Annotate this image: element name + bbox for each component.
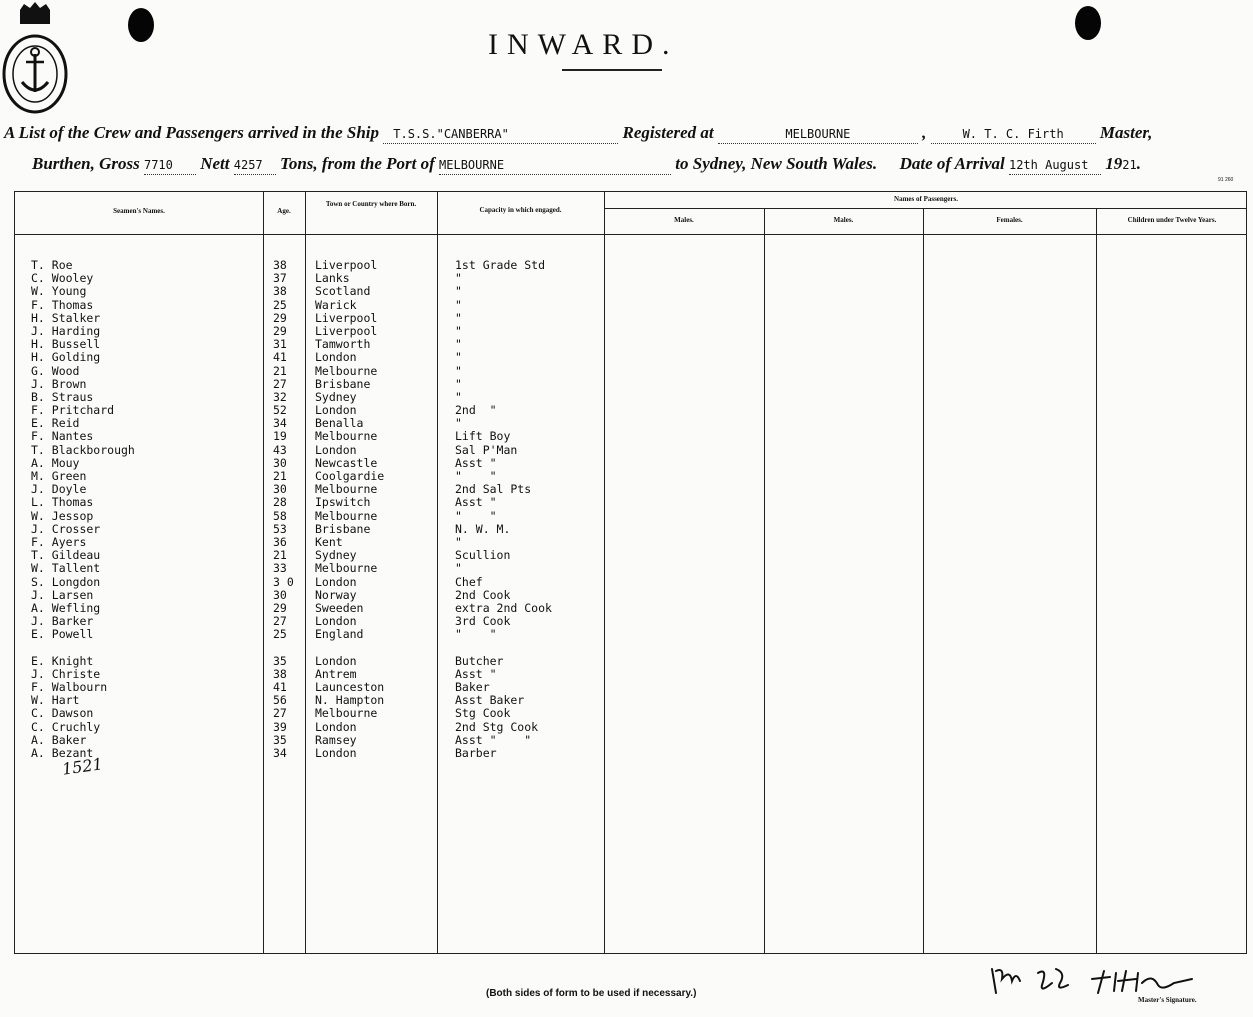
crew-name: W. Jessop: [31, 508, 94, 523]
crew-birthplace: London: [315, 745, 357, 760]
crew-capacity: " ": [455, 627, 497, 642]
crew-capacity: ": [455, 389, 462, 404]
crew-age: 53: [273, 521, 287, 536]
crew-age: 38: [273, 284, 287, 299]
crew-birthplace: Kent: [315, 534, 343, 549]
crew-name: F. Thomas: [31, 297, 94, 312]
crew-capacity: 2nd ": [455, 403, 497, 418]
crew-birthplace: Coolgardie: [315, 469, 385, 483]
col-town-born: Town or Country where Born.: [325, 200, 417, 208]
crew-age: 28: [273, 495, 287, 510]
crew-birthplace: Lanks: [315, 271, 350, 286]
crew-capacity: ": [455, 376, 462, 391]
gross-tonnage: 7710: [143, 158, 173, 172]
crew-birthplace: London: [315, 653, 357, 668]
crew-birthplace: Sydney: [315, 548, 357, 563]
crew-age: 29: [273, 323, 287, 338]
col-passenger-names: Names of Passengers.: [894, 195, 958, 203]
crew-capacity: Baker: [455, 680, 490, 694]
divider-males2-females: [923, 209, 924, 953]
crew-names-column: [31, 259, 135, 760]
signature-caption: Master's Signature.: [1138, 996, 1197, 1004]
crew-age: 27: [273, 706, 287, 721]
crew-capacity: ": [455, 310, 462, 325]
crew-capacity: ": [455, 284, 462, 299]
group-spacer: [315, 641, 384, 654]
crew-birthplace: Melbourne: [315, 508, 378, 523]
col-males-2: Males.: [833, 216, 854, 224]
divider-name-age: [263, 192, 264, 953]
crew-name: T. Roe: [31, 258, 73, 272]
crew-capacity: 1st Grade Std: [455, 258, 546, 272]
crew-age: 35: [273, 732, 287, 747]
crew-birthplace: Sydney: [315, 389, 357, 404]
crew-age: 41: [273, 350, 287, 365]
divider-females-children: [1096, 209, 1097, 953]
crew-birthplace: London: [315, 719, 357, 734]
crew-age: 3 0: [273, 574, 294, 589]
col-seamens-names: Seamen's Names.: [113, 207, 165, 215]
crew-birthplace: London: [315, 614, 357, 629]
crew-birthplace: Brisbane: [315, 376, 371, 391]
crew-capacity: Asst Baker: [455, 693, 525, 708]
crew-name: B. Straus: [31, 389, 94, 404]
crew-name: W. Tallent: [31, 561, 101, 576]
crew-age: 35: [273, 653, 287, 668]
crew-name: J. Doyle: [31, 482, 87, 497]
crew-age: 21: [273, 363, 287, 378]
crew-birthplace: London: [315, 350, 357, 365]
shipping-company-seal-icon: [2, 2, 68, 114]
crew-birthplace: Launceston: [315, 680, 385, 694]
crew-age: 56: [273, 693, 287, 708]
crew-name: A. Wefling: [31, 600, 101, 615]
crew-name: L. Thomas: [31, 495, 94, 510]
master-signature: [986, 963, 1196, 997]
crew-capacity: extra 2nd Cook: [455, 600, 552, 615]
col-capacity: Capacity in which engaged.: [479, 206, 562, 214]
master-name: W. T. C. Firth: [962, 127, 1064, 141]
crew-age: 29: [273, 600, 287, 615]
crew-name: J. Brown: [31, 376, 87, 391]
crew-birthplace: Ipswitch: [315, 495, 371, 510]
crew-name: J. Larsen: [31, 587, 94, 602]
header-line-ship: A List of the Crew and Passengers arrived in the Ship T.S.S."CANBERRA" Registered at MELBOURNE , W. T. C. Firth Master,: [4, 123, 1153, 142]
crew-name: W. Hart: [31, 693, 80, 708]
crew-capacity: ": [455, 337, 462, 352]
crew-name: A. Bezant: [31, 745, 94, 760]
crew-age: 25: [273, 627, 287, 642]
crew-name: W. Young: [31, 284, 87, 299]
crew-name: H. Bussell: [31, 337, 101, 352]
arrival-label: Date of Arrival: [899, 154, 1005, 173]
crew-name: S. Longdon: [31, 574, 101, 589]
crew-name: J. Harding: [31, 323, 101, 338]
crew-capacity-column: [455, 259, 552, 760]
crew-age: 27: [273, 376, 287, 391]
divider-males1-males2: [764, 209, 765, 953]
crew-age: 32: [273, 389, 287, 404]
col-age: Age.: [277, 207, 291, 215]
crew-birthplace: Newcastle: [315, 455, 378, 470]
crew-age: 30: [273, 455, 287, 470]
crew-capacity: 2nd Cook: [455, 587, 511, 602]
crew-name: J. Barker: [31, 614, 94, 629]
crew-capacity: Asst " ": [455, 732, 532, 747]
crew-towns-column: [315, 259, 384, 760]
crew-birthplace: N. Hampton: [315, 693, 385, 708]
crew-capacity: ": [455, 561, 462, 576]
footer-note: (Both sides of form to be used if necessary.): [486, 988, 697, 999]
crew-birthplace: Melbourne: [315, 363, 378, 378]
group-spacer: [31, 641, 135, 654]
form-reference-number: 91 260: [1218, 177, 1234, 183]
crew-name: H. Stalker: [31, 310, 101, 325]
crew-age: 52: [273, 403, 287, 418]
crew-capacity: ": [455, 350, 462, 365]
year-suffix: 21: [1122, 158, 1137, 172]
registered-label: Registered at: [622, 123, 714, 142]
crew-capacity: Asst ": [455, 455, 497, 470]
crew-capacity: Lift Boy: [455, 429, 511, 444]
crew-name: J. Christe: [31, 666, 101, 681]
crew-birthplace: Melbourne: [315, 429, 378, 444]
crew-birthplace: Ramsey: [315, 732, 357, 747]
col-males-1: Males.: [674, 216, 694, 224]
punch-hole-left: [128, 8, 154, 42]
crew-capacity: Barber: [455, 745, 497, 760]
arrival-date: 12th August: [1008, 158, 1089, 172]
master-label: Master,: [1099, 123, 1153, 142]
burthen-label: Burthen, Gross: [32, 154, 140, 173]
divider-age-town: [305, 192, 306, 953]
crew-age: 38: [273, 666, 287, 681]
crew-birthplace: Norway: [315, 587, 357, 602]
crew-name: J. Crosser: [31, 521, 101, 536]
crew-name: E. Powell: [31, 627, 94, 642]
crew-capacity: ": [455, 323, 462, 338]
crew-age: 41: [273, 680, 287, 694]
crew-name: A. Mouy: [31, 455, 80, 470]
crew-birthplace: England: [315, 627, 364, 642]
crew-birthplace: Sweeden: [315, 600, 364, 615]
crew-capacity: Scullion: [455, 548, 511, 563]
handwritten-tally: 1521: [60, 754, 104, 779]
form-title: INWARD.: [488, 28, 679, 61]
nett-label: Nett: [200, 154, 230, 173]
header-line-burthen: Burthen, Gross 7710 Nett 4257 Tons, from the Port of MELBOURNE to Sydney, New South Wales. Date of Arrival 12th August 1921.: [32, 154, 1141, 173]
nett-tonnage: 4257: [233, 158, 263, 172]
crew-capacity: Stg Cook: [455, 706, 511, 721]
crew-name: F. Ayers: [31, 534, 87, 549]
crew-name: C. Wooley: [31, 271, 94, 286]
crew-name: C. Dawson: [31, 706, 94, 721]
crew-age: 21: [273, 548, 287, 563]
crew-capacity: 2nd Stg Cook: [455, 719, 539, 734]
crew-capacity: ": [455, 297, 462, 312]
ship-name: T.S.S."CANBERRA": [393, 127, 509, 141]
crew-age: 29: [273, 310, 287, 325]
crew-birthplace: Melbourne: [315, 561, 378, 576]
crew-birthplace: Warick: [315, 297, 357, 312]
crew-capacity: ": [455, 416, 462, 431]
crew-capacity: 3rd Cook: [455, 614, 511, 629]
crew-birthplace: Liverpool: [315, 323, 378, 338]
crew-name: T. Gildeau: [31, 548, 101, 563]
crew-capacity: ": [455, 534, 462, 549]
crew-age: 30: [273, 587, 287, 602]
crew-name: E. Knight: [31, 653, 94, 668]
crew-capacity: " ": [455, 508, 497, 523]
year-prefix: 19: [1105, 154, 1123, 173]
group-spacer: [455, 641, 552, 654]
punch-hole-right: [1075, 6, 1101, 40]
crew-name: T. Blackborough: [31, 442, 135, 457]
col-females: Females.: [996, 216, 1023, 224]
crew-name: E. Reid: [31, 416, 80, 431]
group-spacer: [273, 641, 294, 654]
crew-birthplace: Liverpool: [315, 310, 378, 325]
crew-age: 33: [273, 561, 287, 576]
crew-age: 58: [273, 508, 287, 523]
crew-capacity: 2nd Sal Pts: [455, 482, 532, 497]
crew-age: 34: [273, 416, 287, 431]
crew-age: 38: [273, 258, 287, 272]
crew-capacity: " ": [455, 469, 497, 483]
crew-capacity: Chef: [455, 574, 483, 589]
crew-capacity: Butcher: [455, 653, 504, 668]
crew-capacity: N. W. M.: [455, 521, 511, 536]
divider-capacity-passengers: [604, 192, 605, 953]
crew-birthplace: Tamworth: [315, 337, 371, 352]
header-rule: [15, 234, 1246, 235]
crew-age: 27: [273, 614, 287, 629]
crew-name: F. Nantes: [31, 429, 94, 444]
crew-birthplace: London: [315, 403, 357, 418]
crew-capacity: ": [455, 363, 462, 378]
crew-age: 25: [273, 297, 287, 312]
departure-port: MELBOURNE: [439, 158, 505, 172]
divider-town-capacity: [437, 192, 438, 953]
crew-name: F. Walbourn: [31, 680, 108, 694]
crew-birthplace: Brisbane: [315, 521, 371, 536]
col-children: Children under Twelve Years.: [1127, 216, 1217, 224]
crew-age: 21: [273, 469, 287, 483]
crew-birthplace: Scotland: [315, 284, 371, 299]
crew-birthplace: Liverpool: [315, 258, 378, 272]
crew-name: F. Pritchard: [31, 403, 115, 418]
crew-name: G. Wood: [31, 363, 80, 378]
crew-age: 34: [273, 745, 287, 760]
crew-ages-column: [273, 259, 294, 760]
crew-capacity: Asst ": [455, 666, 497, 681]
title-rule: [562, 69, 662, 71]
crew-birthplace: Benalla: [315, 416, 364, 431]
crew-name: H. Golding: [31, 350, 101, 365]
destination-label: to Sydney, New South Wales.: [675, 154, 878, 173]
crew-capacity: Sal P'Man: [455, 442, 518, 457]
crew-name: A. Baker: [31, 732, 87, 747]
crew-birthplace: Melbourne: [315, 706, 378, 721]
crew-age: 30: [273, 482, 287, 497]
crew-age: 37: [273, 271, 287, 286]
crew-capacity: ": [455, 271, 462, 286]
crew-table: [14, 191, 1247, 954]
crew-capacity: Asst ": [455, 495, 497, 510]
crew-birthplace: London: [315, 574, 357, 589]
crew-name: C. Cruchly: [31, 719, 101, 734]
crew-age: 36: [273, 534, 287, 549]
crew-birthplace: Melbourne: [315, 482, 378, 497]
crew-age: 31: [273, 337, 287, 352]
crew-name: M. Green: [31, 469, 87, 483]
tons-label: Tons, from the Port of: [280, 154, 435, 173]
passengers-subheader-rule: [604, 208, 1246, 209]
crew-birthplace: Antrem: [315, 666, 357, 681]
crew-age: 43: [273, 442, 287, 457]
crew-age: 19: [273, 429, 287, 444]
registered-port: MELBOURNE: [785, 127, 851, 141]
list-heading: A List of the Crew and Passengers arrived in the Ship: [4, 123, 379, 142]
crew-age: 39: [273, 719, 287, 734]
crew-birthplace: London: [315, 442, 357, 457]
